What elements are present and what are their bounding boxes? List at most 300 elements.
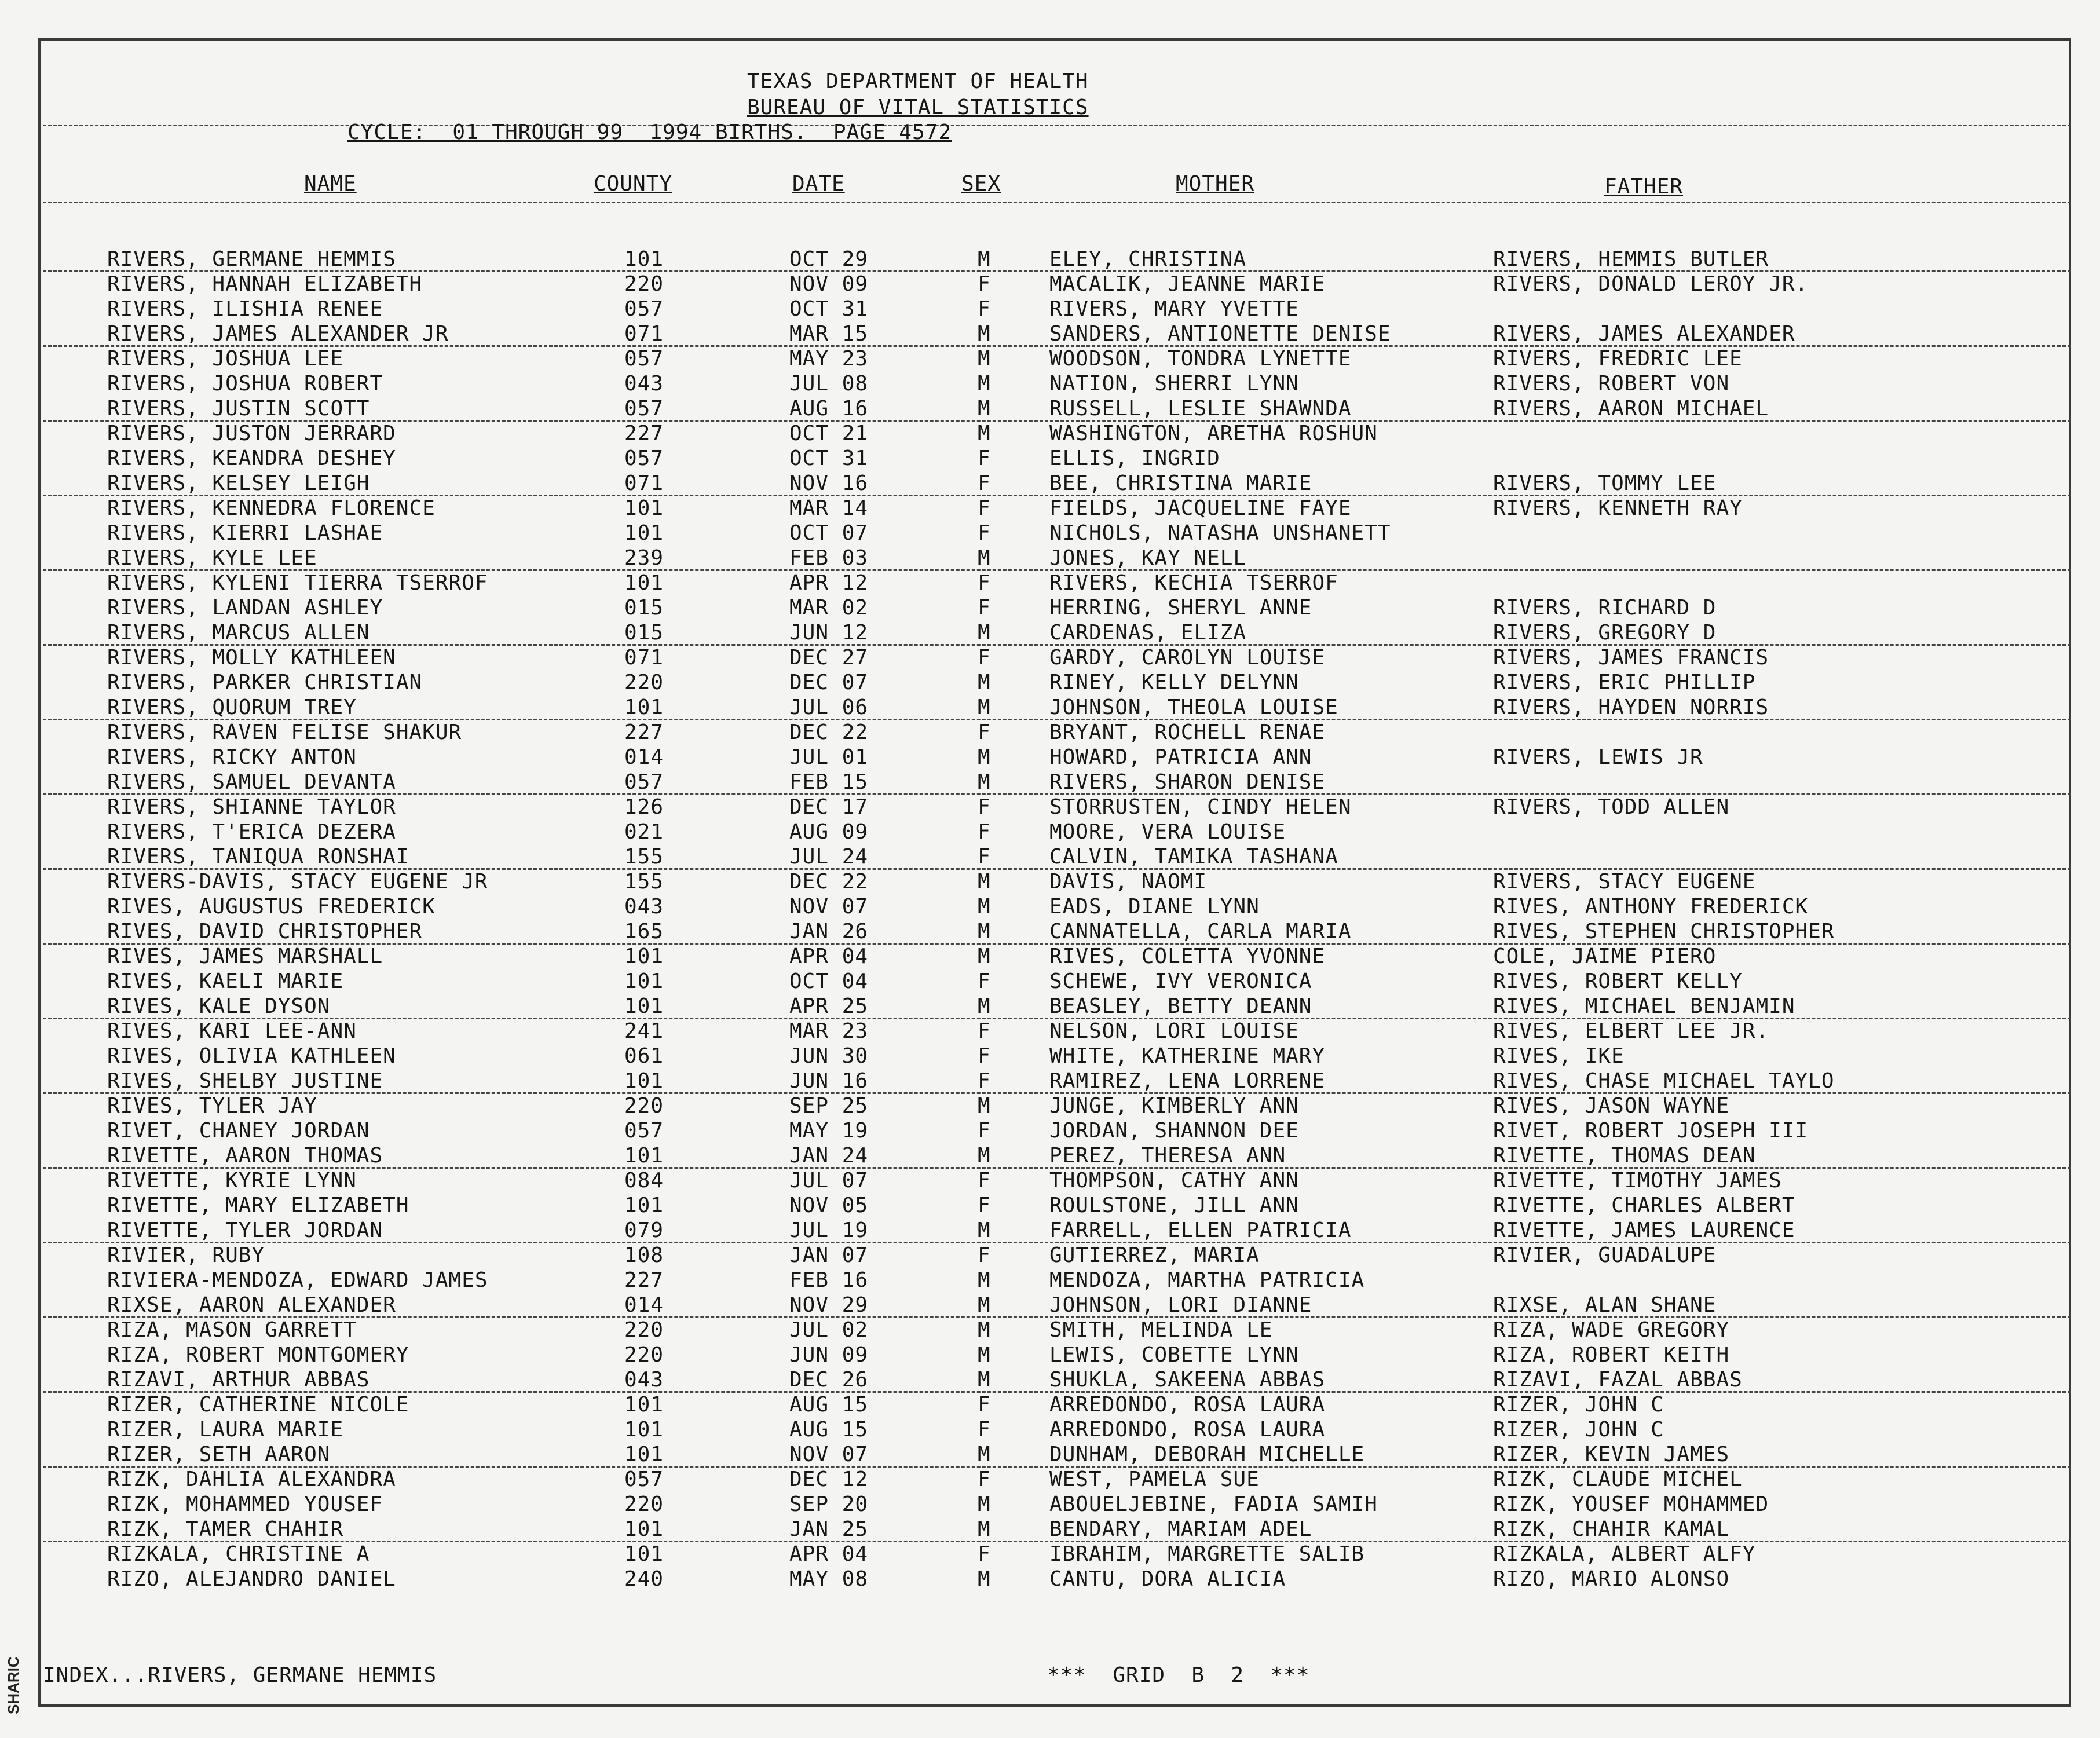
cell-date: JUL 06 — [789, 696, 869, 719]
cell-sex: M — [978, 696, 991, 719]
cell-mother: HERRING, SHERYL ANNE — [1049, 596, 1312, 620]
cell-date: JAN 26 — [789, 920, 869, 943]
header-bureau: BUREAU OF VITAL STATISTICS — [747, 96, 1089, 119]
cell-name: RIVERS, SHIANNE TAYLOR — [107, 795, 396, 819]
cell-father: RIZAVI, FAZAL ABBAS — [1493, 1368, 1743, 1392]
cell-sex: F — [978, 272, 991, 296]
table-row — [0, 945, 2100, 969]
cell-date: APR 12 — [789, 571, 869, 595]
cell-county: 057 — [624, 1119, 664, 1143]
side-tag: SHARIC — [5, 1656, 22, 1714]
cell-mother: SHUKLA, SAKEENA ABBAS — [1049, 1368, 1326, 1392]
cell-sex: F — [978, 1418, 991, 1441]
cell-date: JAN 24 — [789, 1144, 869, 1168]
table-row — [0, 920, 2100, 945]
cell-county: 043 — [624, 372, 664, 396]
cell-date: MAR 14 — [789, 496, 869, 520]
cell-sex: M — [978, 1144, 991, 1168]
cell-mother: ABOUELJEBINE, FADIA SAMIH — [1049, 1492, 1378, 1516]
cell-mother: LEWIS, COBETTE LYNN — [1049, 1343, 1299, 1367]
cell-father: RIZA, WADE GREGORY — [1493, 1318, 1730, 1342]
cell-name: RIVES, OLIVIA KATHLEEN — [107, 1044, 396, 1068]
cell-date: MAR 23 — [789, 1019, 869, 1043]
cell-sex: F — [978, 795, 991, 819]
cell-mother: JOHNSON, LORI DIANNE — [1049, 1293, 1312, 1317]
cell-sex: F — [978, 1468, 991, 1491]
table-row — [0, 297, 2100, 322]
cell-mother: STORRUSTEN, CINDY HELEN — [1049, 795, 1352, 819]
cell-mother: MENDOZA, MARTHA PATRICIA — [1049, 1268, 1365, 1292]
cell-name: RIZER, SETH AARON — [107, 1443, 331, 1466]
cycle-line: CYCLE: 01 THROUGH 99 1994 BIRTHS. PAGE 4572 — [347, 120, 952, 144]
cell-father: RIVERS, KENNETH RAY — [1493, 496, 1743, 520]
footer-index: INDEX...RIVERS, GERMANE HEMMIS — [43, 1663, 437, 1687]
cell-county: 101 — [624, 1393, 664, 1417]
cell-father: RIVERS, ERIC PHILLIP — [1493, 671, 1756, 694]
cell-date: FEB 16 — [789, 1268, 869, 1292]
table-row — [0, 1368, 2100, 1393]
cell-name: RIVET, CHANEY JORDAN — [107, 1119, 370, 1143]
cell-name: RIVERS, MARCUS ALLEN — [107, 621, 370, 645]
cell-date: JUN 12 — [789, 621, 869, 645]
cell-name: RIVES, KAELI MARIE — [107, 969, 344, 993]
cell-date: NOV 29 — [789, 1293, 869, 1317]
table-row — [0, 546, 2100, 571]
table-row — [0, 770, 2100, 795]
cell-father: RIZER, JOHN C — [1493, 1418, 1664, 1441]
table-row — [0, 720, 2100, 745]
cell-date: MAY 08 — [789, 1567, 869, 1591]
cell-name: RIVERS, JOSHUA ROBERT — [107, 372, 383, 396]
cell-mother: JOHNSON, THEOLA LOUISE — [1049, 696, 1338, 719]
cell-name: RIVES, JAMES MARSHALL — [107, 945, 383, 968]
table-row — [0, 1268, 2100, 1293]
cell-date: OCT 07 — [789, 521, 869, 545]
column-header-mother: MOTHER — [1176, 172, 1255, 196]
cell-father: RIVERS, LEWIS JR — [1493, 745, 1703, 769]
cell-mother: WHITE, KATHERINE MARY — [1049, 1044, 1326, 1068]
cell-county: 057 — [624, 770, 664, 794]
cell-mother: DUNHAM, DEBORAH MICHELLE — [1049, 1443, 1365, 1466]
cell-county: 079 — [624, 1219, 664, 1242]
cell-date: OCT 31 — [789, 447, 869, 470]
cell-sex: F — [978, 1044, 991, 1068]
cell-sex: M — [978, 1293, 991, 1317]
cell-father: RIZER, JOHN C — [1493, 1393, 1664, 1417]
cell-county: 220 — [624, 1318, 664, 1342]
cell-county: 240 — [624, 1567, 664, 1591]
table-row — [0, 1119, 2100, 1144]
cell-name: RIVETTE, MARY ELIZABETH — [107, 1194, 409, 1217]
cell-mother: ELLIS, INGRID — [1049, 447, 1220, 470]
cell-mother: SCHEWE, IVY VERONICA — [1049, 969, 1312, 993]
cell-name: RIVERS, KYLE LEE — [107, 546, 317, 570]
cell-sex: M — [978, 322, 991, 346]
cell-father: RIVES, STEPHEN CHRISTOPHER — [1493, 920, 1835, 943]
cell-date: MAR 15 — [789, 322, 869, 346]
footer-grid: *** GRID B 2 *** — [1047, 1663, 1310, 1687]
cell-date: JUN 09 — [789, 1343, 869, 1367]
cell-father: RIZO, MARIO ALONSO — [1493, 1567, 1730, 1591]
cell-name: RIVERS, HANNAH ELIZABETH — [107, 272, 423, 296]
cell-mother: ELEY, CHRISTINA — [1049, 247, 1247, 271]
cell-date: DEC 17 — [789, 795, 869, 819]
cell-name: RIVIER, RUBY — [107, 1243, 265, 1267]
cell-name: RIXSE, AARON ALEXANDER — [107, 1293, 396, 1317]
cell-name: RIVERS, KIERRI LASHAE — [107, 521, 383, 545]
cell-county: 071 — [624, 322, 664, 346]
cell-date: SEP 20 — [789, 1492, 869, 1516]
cell-sex: F — [978, 1194, 991, 1217]
cell-name: RIVES, KARI LEE-ANN — [107, 1019, 357, 1043]
header-agency: TEXAS DEPARTMENT OF HEALTH — [747, 69, 1089, 93]
cell-date: DEC 22 — [789, 870, 869, 894]
cell-name: RIVERS, JUSTIN SCOTT — [107, 397, 370, 420]
cell-county: 061 — [624, 1044, 664, 1068]
table-row — [0, 795, 2100, 820]
cell-county: 084 — [624, 1169, 664, 1192]
cell-sex: M — [978, 770, 991, 794]
cell-name: RIZAVI, ARTHUR ABBAS — [107, 1368, 370, 1392]
cell-sex: F — [978, 1169, 991, 1192]
cell-mother: HOWARD, PATRICIA ANN — [1049, 745, 1312, 769]
cell-date: DEC 26 — [789, 1368, 869, 1392]
cell-sex: M — [978, 1492, 991, 1516]
table-row — [0, 646, 2100, 671]
cell-father: RIVES, IKE — [1493, 1044, 1625, 1068]
cell-date: APR 04 — [789, 945, 869, 968]
cell-county: 057 — [624, 1468, 664, 1491]
cell-father: RIVES, JASON WAYNE — [1493, 1094, 1730, 1118]
cell-county: 101 — [624, 1418, 664, 1441]
cell-mother: JUNGE, KIMBERLY ANN — [1049, 1094, 1299, 1118]
cell-name: RIZK, TAMER CHAHIR — [107, 1517, 344, 1541]
cell-sex: F — [978, 297, 991, 321]
cell-name: RIVERS, PARKER CHRISTIAN — [107, 671, 423, 694]
cell-name: RIVES, SHELBY JUSTINE — [107, 1069, 383, 1093]
cell-sex: F — [978, 820, 991, 844]
cell-mother: IBRAHIM, MARGRETTE SALIB — [1049, 1542, 1365, 1566]
cell-county: 220 — [624, 272, 664, 296]
cell-sex: F — [978, 447, 991, 470]
cell-sex: M — [978, 1268, 991, 1292]
table-row — [0, 696, 2100, 720]
cell-date: JUL 19 — [789, 1219, 869, 1242]
table-row — [0, 1169, 2100, 1194]
cell-county: 155 — [624, 870, 664, 894]
cell-name: RIVERS, JAMES ALEXANDER JR — [107, 322, 449, 346]
cell-county: 101 — [624, 496, 664, 520]
cell-name: RIVERS, KENNEDRA FLORENCE — [107, 496, 436, 520]
table-row — [0, 1492, 2100, 1517]
cell-father: RIZKALA, ALBERT ALFY — [1493, 1542, 1756, 1566]
cell-father: RIXSE, ALAN SHANE — [1493, 1293, 1717, 1317]
cell-sex: F — [978, 571, 991, 595]
cell-county: 015 — [624, 596, 664, 620]
cell-sex: F — [978, 1393, 991, 1417]
cell-name: RIVES, TYLER JAY — [107, 1094, 317, 1118]
cell-county: 101 — [624, 1443, 664, 1466]
cell-date: APR 04 — [789, 1542, 869, 1566]
cell-date: NOV 05 — [789, 1194, 869, 1217]
cell-county: 071 — [624, 471, 664, 495]
cell-sex: M — [978, 422, 991, 445]
cell-county: 227 — [624, 720, 664, 744]
cell-county: 101 — [624, 1194, 664, 1217]
cell-date: JAN 07 — [789, 1243, 869, 1267]
cell-name: RIVERS, GERMANE HEMMIS — [107, 247, 396, 271]
cell-father: RIVIER, GUADALUPE — [1493, 1243, 1717, 1267]
cell-date: JUN 16 — [789, 1069, 869, 1093]
cell-date: OCT 04 — [789, 969, 869, 993]
cell-sex: F — [978, 471, 991, 495]
cell-county: 220 — [624, 671, 664, 694]
cell-sex: M — [978, 247, 991, 271]
cell-date: JUL 24 — [789, 845, 869, 869]
cell-name: RIVERS, JOSHUA LEE — [107, 347, 344, 371]
cell-mother: BRYANT, ROCHELL RENAE — [1049, 720, 1326, 744]
cell-name: RIZA, MASON GARRETT — [107, 1318, 357, 1342]
cell-father: RIVERS, HAYDEN NORRIS — [1493, 696, 1769, 719]
cell-mother: SANDERS, ANTIONETTE DENISE — [1049, 322, 1391, 346]
table-row — [0, 521, 2100, 546]
cell-name: RIZER, LAURA MARIE — [107, 1418, 344, 1441]
cell-mother: DAVIS, NAOMI — [1049, 870, 1208, 894]
cell-mother: CANNATELLA, CARLA MARIA — [1049, 920, 1352, 943]
cell-name: RIVETTE, TYLER JORDAN — [107, 1219, 383, 1242]
cell-mother: SMITH, MELINDA LE — [1049, 1318, 1273, 1342]
cell-sex: M — [978, 347, 991, 371]
cell-name: RIVERS, KEANDRA DESHEY — [107, 447, 396, 470]
cell-father: RIVES, MICHAEL BENJAMIN — [1493, 994, 1795, 1018]
cell-mother: CARDENAS, ELIZA — [1049, 621, 1247, 645]
table-row — [0, 621, 2100, 646]
cell-sex: F — [978, 1069, 991, 1093]
table-row — [0, 1517, 2100, 1542]
cell-father: COLE, JAIME PIERO — [1493, 945, 1717, 968]
cell-father: RIVETTE, CHARLES ALBERT — [1493, 1194, 1795, 1217]
cell-mother: RIVES, COLETTA YVONNE — [1049, 945, 1326, 968]
table-row — [0, 471, 2100, 496]
cell-county: 071 — [624, 646, 664, 669]
cell-county: 101 — [624, 571, 664, 595]
cell-county: 227 — [624, 1268, 664, 1292]
cell-father: RIZK, CLAUDE MICHEL — [1493, 1468, 1743, 1491]
cell-date: NOV 07 — [789, 1443, 869, 1466]
cell-sex: M — [978, 945, 991, 968]
table-row — [0, 820, 2100, 845]
cell-sex: M — [978, 397, 991, 420]
cell-county: 101 — [624, 994, 664, 1018]
cell-name: RIVIERA-MENDOZA, EDWARD JAMES — [107, 1268, 488, 1292]
table-row — [0, 1094, 2100, 1119]
cell-date: MAY 19 — [789, 1119, 869, 1143]
cell-name: RIVERS, JUSTON JERRARD — [107, 422, 396, 445]
column-header-divider — [43, 202, 2071, 203]
cell-date: AUG 09 — [789, 820, 869, 844]
table-row — [0, 322, 2100, 347]
cell-sex: M — [978, 1094, 991, 1118]
cell-county: 155 — [624, 845, 664, 869]
cell-date: OCT 31 — [789, 297, 869, 321]
table-row — [0, 1293, 2100, 1318]
table-row — [0, 671, 2100, 696]
cell-sex: M — [978, 1318, 991, 1342]
cell-mother: FIELDS, JACQUELINE FAYE — [1049, 496, 1352, 520]
cell-date: FEB 03 — [789, 546, 869, 570]
cell-sex: F — [978, 1542, 991, 1566]
cell-father: RIZER, KEVIN JAMES — [1493, 1443, 1730, 1466]
cell-sex: M — [978, 1219, 991, 1242]
cell-father: RIVETTE, JAMES LAURENCE — [1493, 1219, 1795, 1242]
cell-father: RIVERS, JAMES ALEXANDER — [1493, 322, 1795, 346]
cell-mother: JORDAN, SHANNON DEE — [1049, 1119, 1299, 1143]
cell-county: 165 — [624, 920, 664, 943]
table-row — [0, 1219, 2100, 1243]
table-row — [0, 1542, 2100, 1567]
cell-mother: RAMIREZ, LENA LORRENE — [1049, 1069, 1326, 1093]
cell-sex: M — [978, 621, 991, 645]
cell-father: RIVERS, TODD ALLEN — [1493, 795, 1730, 819]
cell-name: RIVERS, ILISHIA RENEE — [107, 297, 383, 321]
cell-father: RIVERS, AARON MICHAEL — [1493, 397, 1769, 420]
cell-date: MAR 02 — [789, 596, 869, 620]
cell-sex: M — [978, 745, 991, 769]
table-row — [0, 895, 2100, 920]
cell-date: JAN 25 — [789, 1517, 869, 1541]
cell-name: RIVETTE, KYRIE LYNN — [107, 1169, 357, 1192]
cell-county: 101 — [624, 1542, 664, 1566]
table-row — [0, 1443, 2100, 1468]
cell-name: RIVETTE, AARON THOMAS — [107, 1144, 383, 1168]
column-header-county: COUNTY — [594, 172, 673, 196]
cell-sex: M — [978, 671, 991, 694]
cell-county: 014 — [624, 1293, 664, 1317]
cell-father: RIVERS, JAMES FRANCIS — [1493, 646, 1769, 669]
cell-father: RIVERS, ROBERT VON — [1493, 372, 1730, 396]
cell-mother: WEST, PAMELA SUE — [1049, 1468, 1260, 1491]
cell-father: RIVERS, FREDRIC LEE — [1493, 347, 1743, 371]
cell-mother: ARREDONDO, ROSA LAURA — [1049, 1393, 1326, 1417]
cell-sex: M — [978, 920, 991, 943]
table-row — [0, 247, 2100, 272]
cell-sex: F — [978, 1119, 991, 1143]
cell-date: AUG 15 — [789, 1393, 869, 1417]
cell-sex: M — [978, 1343, 991, 1367]
cell-name: RIVERS, KELSEY LEIGH — [107, 471, 370, 495]
cell-county: 241 — [624, 1019, 664, 1043]
cell-mother: RIVERS, SHARON DENISE — [1049, 770, 1326, 794]
cell-sex: F — [978, 1019, 991, 1043]
cell-father: RIVETTE, THOMAS DEAN — [1493, 1144, 1756, 1168]
cell-date: MAY 23 — [789, 347, 869, 371]
table-row — [0, 969, 2100, 994]
cell-name: RIVERS, RAVEN FELISE SHAKUR — [107, 720, 462, 744]
cell-county: 220 — [624, 1094, 664, 1118]
cell-mother: RIVERS, MARY YVETTE — [1049, 297, 1299, 321]
cell-mother: WASHINGTON, ARETHA ROSHUN — [1049, 422, 1378, 445]
column-header-father: FATHER — [1604, 175, 1684, 199]
table-row — [0, 1418, 2100, 1443]
cell-county: 014 — [624, 745, 664, 769]
cell-name: RIVERS-DAVIS, STACY EUGENE JR — [107, 870, 488, 894]
cell-father: RIZK, YOUSEF MOHAMMED — [1493, 1492, 1769, 1516]
cell-date: OCT 21 — [789, 422, 869, 445]
cell-father: RIVES, ANTHONY FREDERICK — [1493, 895, 1809, 919]
cell-mother: PEREZ, THERESA ANN — [1049, 1144, 1286, 1168]
cell-date: OCT 29 — [789, 247, 869, 271]
cell-name: RIVES, KALE DYSON — [107, 994, 331, 1018]
cell-county: 101 — [624, 521, 664, 545]
table-row — [0, 745, 2100, 770]
cell-sex: F — [978, 845, 991, 869]
column-header-date: DATE — [792, 172, 845, 196]
cell-name: RIZK, DAHLIA ALEXANDRA — [107, 1468, 396, 1491]
cell-father: RIZA, ROBERT KEITH — [1493, 1343, 1730, 1367]
cell-sex: F — [978, 646, 991, 669]
cell-county: 101 — [624, 945, 664, 968]
table-row — [0, 1468, 2100, 1492]
cell-father: RIVERS, GREGORY D — [1493, 621, 1717, 645]
cell-father: RIVETTE, TIMOTHY JAMES — [1493, 1169, 1782, 1192]
cell-name: RIZKALA, CHRISTINE A — [107, 1542, 370, 1566]
cell-mother: BEE, CHRISTINA MARIE — [1049, 471, 1312, 495]
cell-name: RIVERS, MOLLY KATHLEEN — [107, 646, 396, 669]
cell-mother: JONES, KAY NELL — [1049, 546, 1247, 570]
cell-county: 220 — [624, 1492, 664, 1516]
table-row — [0, 1567, 2100, 1592]
cell-date: JUL 02 — [789, 1318, 869, 1342]
cell-county: 126 — [624, 795, 664, 819]
cell-mother: BEASLEY, BETTY DEANN — [1049, 994, 1312, 1018]
cell-county: 239 — [624, 546, 664, 570]
cell-county: 101 — [624, 247, 664, 271]
cell-sex: F — [978, 969, 991, 993]
cell-county: 101 — [624, 1144, 664, 1168]
table-row — [0, 347, 2100, 372]
table-row — [0, 596, 2100, 621]
cell-county: 043 — [624, 1368, 664, 1392]
cell-name: RIZK, MOHAMMED YOUSEF — [107, 1492, 383, 1516]
table-row — [0, 422, 2100, 447]
cell-sex: M — [978, 1368, 991, 1392]
cell-sex: F — [978, 596, 991, 620]
table-row — [0, 1343, 2100, 1368]
cell-date: NOV 09 — [789, 272, 869, 296]
table-row — [0, 1194, 2100, 1219]
cell-county: 015 — [624, 621, 664, 645]
cell-mother: WOODSON, TONDRA LYNETTE — [1049, 347, 1352, 371]
table-row — [0, 1144, 2100, 1169]
cell-county: 101 — [624, 696, 664, 719]
cell-county: 101 — [624, 1069, 664, 1093]
cell-sex: F — [978, 1243, 991, 1267]
cell-mother: MACALIK, JEANNE MARIE — [1049, 272, 1326, 296]
cell-name: RIVERS, LANDAN ASHLEY — [107, 596, 383, 620]
cell-sex: F — [978, 521, 991, 545]
cell-name: RIVERS, TANIQUA RONSHAI — [107, 845, 409, 869]
cell-sex: M — [978, 1443, 991, 1466]
cell-mother: GUTIERREZ, MARIA — [1049, 1243, 1260, 1267]
cell-name: RIVES, AUGUSTUS FREDERICK — [107, 895, 436, 919]
cell-father: RIVERS, HEMMIS BUTLER — [1493, 247, 1769, 271]
cell-date: SEP 25 — [789, 1094, 869, 1118]
column-header-sex: SEX — [961, 172, 1001, 196]
cell-sex: M — [978, 1517, 991, 1541]
cell-mother: RUSSELL, LESLIE SHAWNDA — [1049, 397, 1352, 420]
cell-name: RIVERS, QUORUM TREY — [107, 696, 357, 719]
cell-name: RIZO, ALEJANDRO DANIEL — [107, 1567, 396, 1591]
